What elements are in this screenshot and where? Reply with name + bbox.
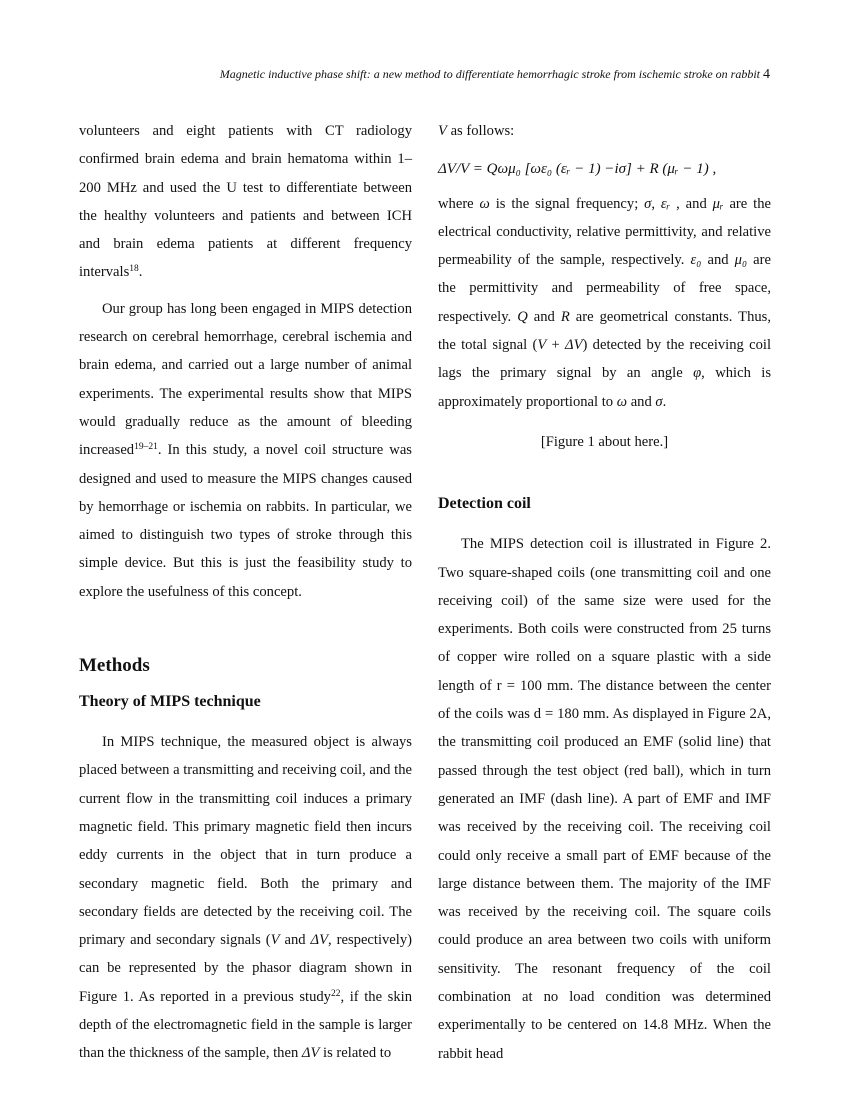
paragraph-text: . In this study, a novel coil structure was designed and used to measure the MIPS changes caused by hemorrhage or ischemia on rabbits. In particular, we aimed to distinguish two types of stroke through this simple device. But this is just the feasibility study to explore the usefulness of this concept.: [79, 442, 412, 600]
paragraph-continued: [79, 117, 412, 287]
paragraph-text: is the signal frequency;: [489, 195, 645, 212]
right-column: [438, 117, 771, 1068]
math-symbol: ω: [616, 393, 628, 410]
equation-text: ΔV/V = Qωμ₀ [ωε₀ (εᵣ − 1) −iσ] + R (μᵣ − 1) ,: [438, 161, 717, 178]
paragraph-text: , and: [670, 195, 713, 212]
left-column: [79, 117, 412, 1068]
math-symbol: φ: [693, 365, 702, 382]
paragraph-text: .: [662, 393, 667, 410]
paragraph-text: , if the skin depth of the electromagnetic field in the sample is larger than the thickness of the sample, then: [79, 988, 412, 1062]
math-symbol: R: [560, 308, 570, 325]
paragraph-symbols: [438, 190, 771, 416]
paragraph-text: ,: [651, 195, 661, 212]
paragraph-text: is related to: [319, 1045, 392, 1062]
math-symbol: V: [438, 123, 447, 139]
paragraph-text: ) detected by the receiving coil lags the primary signal by an angle: [438, 337, 771, 382]
paragraph-text: and: [279, 932, 311, 949]
equation: [438, 155, 771, 183]
paragraph-text: and: [627, 393, 656, 410]
math-symbol: μᵣ: [712, 195, 724, 212]
paragraph-text: In MIPS technique, the measured object is always placed between a transmitting and receiving coil, and the current flow in the transmitting coil induces a primary magnetic field. This primary magnetic field then incurs eddy currents in the object that in turn produce a secondary magnetic field. Both the primary and secondary fields are detected by the receiving coil. The primary and secondary signals (: [79, 734, 412, 949]
math-symbol: σ: [644, 195, 652, 212]
paragraph-text: , respectively) can be represented by the phasor diagram shown in Figure 1. As reported in a previous study: [79, 932, 412, 1005]
subsection-heading-detection-coil: Detection coil: [438, 495, 531, 513]
paragraph-group-research: [79, 295, 412, 606]
math-symbol: V: [270, 932, 280, 949]
math-symbol: σ: [655, 393, 663, 410]
paragraph-text: and: [527, 308, 561, 325]
paragraph-text: are the permittivity and permeability of free space, respectively.: [438, 252, 771, 325]
running-title: Magnetic inductive phase shift: a new method to differentiate hemorrhagic stroke from ischemic stroke on rabbit: [219, 67, 760, 81]
paragraph-text: as follows:: [446, 123, 515, 139]
section-heading-methods: Methods: [79, 655, 150, 677]
math-symbol: ΔV: [565, 337, 583, 354]
paragraph-text: , which is approximately proportional to: [438, 365, 771, 410]
paragraph-text: Our group has long been engaged in MIPS detection research on cerebral hemorrhage, cerebral ischemia and brain edema, and carried out a large number of animal experiments. The experimental results show that MIPS would gradually reduce as the amount of bleeding increased: [79, 300, 412, 459]
paragraph-text: where: [438, 195, 480, 212]
math-symbol: Q: [517, 308, 528, 325]
equation-intro: [438, 117, 771, 145]
math-symbol: ω: [479, 195, 490, 212]
paragraph-text: are the electrical conductivity, relative permittivity, and relative permeability of the sample, respectively.: [438, 195, 771, 269]
paragraph-text: +: [546, 337, 566, 354]
math-symbol: ΔV: [301, 1045, 320, 1062]
math-symbol: μ₀: [734, 252, 748, 269]
paragraph-detection-coil: The MIPS detection coil is illustrated in Figure 2. Two square-shaped coils (one transmitting coil and one receiving coil) of the same size were used for the experiments. Both coils were constructed from 25 turns of copper wire rolled on a square plastic with a side length of r = 100 mm. The distance between the center of the coils was d = 180 mm. As displayed in Figure 2A, the transmitting coil produced an EMF (solid line) that passed through the test object (red ball), which in turn generated an IMF (dash line). A part of EMF and IMF was received by the receiving coil. The receiving coil could only receive a small part of EMF because of the large distance between them. The majority of the IMF was received by the receiving coil. The square coils could produce an area between two coils with uniform sensitivity. The resonant frequency of the coil combination at no load condition was determined experimentally to be centered on 14.8 MHz. When the rabbit head: [438, 536, 771, 1062]
math-symbol: V: [537, 337, 547, 354]
citation: 19–21: [134, 442, 158, 453]
paragraph-theory: [79, 728, 412, 1068]
running-header: [220, 67, 770, 83]
paragraph-text: are geometrical constants. Thus, the total signal (: [438, 308, 771, 354]
math-symbol: εᵣ: [660, 195, 671, 212]
subsection-heading-theory: Theory of MIPS technique: [79, 693, 261, 711]
citation: 22: [330, 988, 341, 999]
paragraph-text: volunteers and eight patients with CT radiology confirmed brain edema and brain hematoma within 1–200 MHz and used the U test to differentiate between the healthy volunteers and patients and between ICH and brain edema patients at different frequency intervals: [79, 123, 412, 281]
math-symbol: ΔV: [310, 932, 329, 949]
citation: 18: [129, 264, 139, 275]
math-symbol: ε₀: [690, 252, 702, 269]
figure-placeholder: [Figure 1 about here.]: [540, 433, 669, 450]
paragraph-text: .: [138, 264, 143, 281]
page-number: 4: [763, 67, 770, 82]
paragraph-text: and: [701, 252, 735, 269]
